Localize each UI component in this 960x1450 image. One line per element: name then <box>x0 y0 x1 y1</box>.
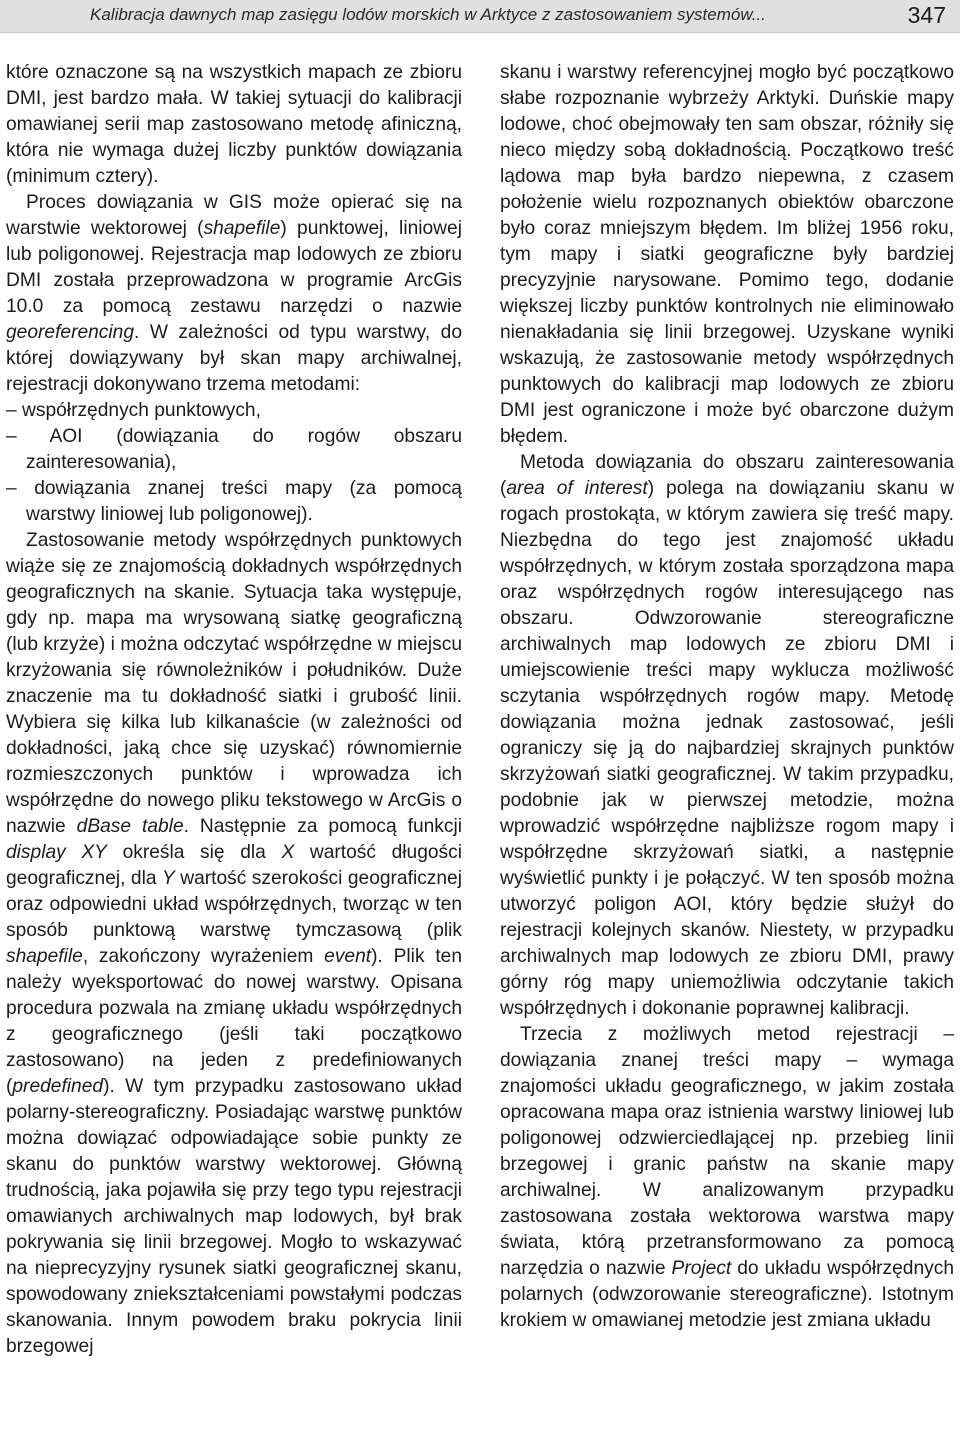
paragraph: skanu i warstwy referencyjnej mogło być początkowo słabe rozpoznanie wybrzeży Arktyki. Duńskie mapy lodowe, choć obejmowały ten sam obszar, różniły się nieco między sobą dokładnością. Początkowo treść lądowa map była bardzo niepewna, z czasem położenie wielu rozpoznanych obiektów obarczone było coraz mniejszym błędem. Im bliżej 1956 roku, tym mapy i siatki geograficzne były bardziej precyzyjnie narysowane. Pomimo tego, dodanie większej liczby punktów kontrolnych nie eliminowało nienakładania się linii brzegowej. Uzyskane wyniki wskazują, że zastosowanie metody współrzędnych punktowych do kalibracji map lodowych ze zbioru DMI jest ograniczone i może być obarczone dużym błędem. <box>500 62 954 447</box>
paragraph: Metoda dowiązania do obszaru zainteresowania (area of interest) polega na dowiązaniu skanu w rogach prostokąta, w którym zawiera się treść mapy. Niezbędna do tego jest znajomość układu współrzędnych, w którym została sporządzona mapa oraz współrzędnych rogów interesującego nas obszaru. Odwzorowanie stereograficzne archiwalnych map lodowych ze zbioru DMI i umiejscowienie treści mapy wyklucza możliwość sczytania współrzędnych rogów mapy. Metodę dowiązania można jednak zastosować, jeśli ograniczy się ją do najbardziej skrajnych punktów skrzyżowań siatki geograficznej. W takim przypadku, podobnie jak w pierwszej metodzie, można wprowadzić współrzędne najbliższe rogom mapy i współrzędne skrzyżowań siatki, a następnie wyświetlić punkty i je połączyć. W ten sposób można utworzyć poligon AOI, który będzie służył do rejestracji kolejnych skanów. Niestety, w przypadku archiwalnych map lodowych ze zbioru DMI, prawy górny róg mapy uniemożliwia odczytanie takich współrzędnych i dokonanie poprawnej kalibracji. <box>500 452 954 1019</box>
paragraph: które oznaczone są na wszystkich mapach ze zbioru DMI, jest bardzo mała. W takiej sytuacji do kalibracji omawianej serii map zastosowano metodę afiniczną, która nie wymaga dużej liczby punktów dowiązania (minimum cztery). <box>6 62 462 187</box>
paragraph: Trzecia z możliwych metod rejestracji – dowiązania znanej treści mapy – wymaga znajomości układu geograficznego, w jakim została opracowana mapa oraz istnienia warstwy liniowej lub poligonowej odzwierciedlającej np. przebieg linii brzegowej i granic państw na skanie mapy archiwalnej. W analizowanym przypadku zastosowana została wektorowa warstwa mapy świata, którą przetransformowano za pomocą narzędzia o nazwie Project do układu współrzędnych polarnych (odwzorowanie stereograficzne). Istotnym krokiem w omawianej metodzie jest zmiana układu <box>500 1024 954 1331</box>
paragraph: Zastosowanie metody współrzędnych punktowych wiąże się ze znajomością dokładnych współrzędnych geograficznych na skanie. Sytuacja taka występuje, gdy np. mapa ma wrysowaną siatkę geograficzną (lub krzyże) i można odczytać współrzędne w miejscu krzyżowania się równoleżników i południków. Duże znaczenie ma tu dokładność siatki i grubość linii. Wybiera się kilka lub kilkanaście (w zależności od dokładności, jaką chce się uzyskać) równomiernie rozmieszczonych punktów i wprowadza ich współrzędne do nowego pliku tekstowego w ArcGis o nazwie dBase table. Następnie za pomocą funkcji display XY określa się dla X wartość długości geograficznej, dla Y wartość szerokości geograficznej oraz odpowiedni układ współrzędnych, tworząc w ten sposób punktową warstwę tymczasową (plik shapefile, zakończony wyrażeniem event). Plik ten należy wyeksportować do nowej warstwy. Opisana procedura pozwala na zmianę układu współrzędnych z geograficznego (jeśli taki początkowo zastosowano) na jeden z predefiniowanych (predefined). W tym przypadku zastosowano układ polarny-stereograficzny. Posiadając warstwę punktów można dowiązać odpowiadające sobie punkty ze skanu do punktów warstwy wektorowej. Główną trudnością, jaka pojawiła się przy tego typu rejestracji omawianych archiwalnych map lodowych, był brak pokrywania się linii brzegowej. Mogło to wskazywać na nieprecyzyjny rysunek siatki geograficznej skanu, spowodowany zniekształceniami powstałymi podczas skanowania. Innym powodem braku pokrycia linii brzegowej <box>6 530 463 1357</box>
running-title: Kalibracja dawnych map zasięgu lodów morskich w Arktyce z zastosowaniem systemów... <box>90 5 766 24</box>
page-number: 347 <box>907 2 946 28</box>
list-item: – współrzędnych punktowych, <box>6 398 462 424</box>
paragraph: Proces dowiązania w GIS może opierać się na warstwie wektorowej (shapefile) punktowej, liniowej lub poligonowej. Rejestracja map lodowych ze zbioru DMI została przeprowadzona w programie ArcGis 10.0 za pomocą zestawu narzędzi o nazwie georeferencing. W zależności od typu warstwy, do której dowiązywany był skan mapy archiwalnej, rejestracji dokonywano trzema metodami: <box>6 192 462 395</box>
running-header <box>0 0 960 33</box>
left-column <box>6 60 462 1360</box>
list-item: – dowiązania znanej treści mapy (za pomocą warstwy liniowej lub poligonowej). <box>6 476 462 528</box>
right-column <box>500 60 954 1334</box>
list-item: – AOI (dowiązania do rogów obszaru zainteresowania), <box>6 424 462 476</box>
